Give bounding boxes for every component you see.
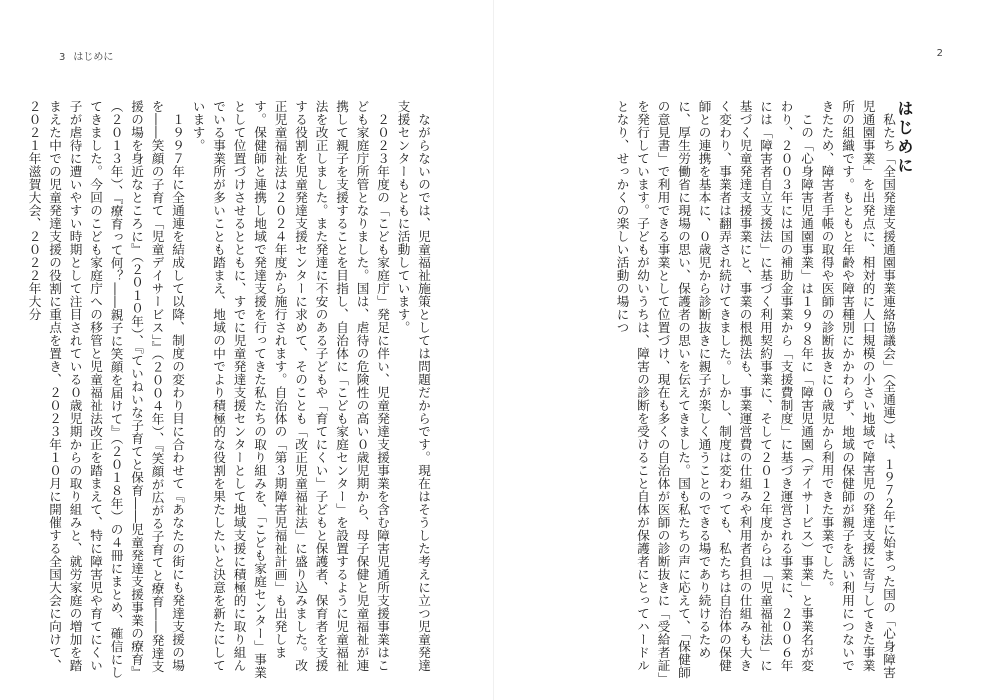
left-page-body bbox=[26, 100, 433, 680]
right-page-body bbox=[532, 100, 898, 680]
left-running-head: はじめに bbox=[73, 52, 114, 63]
left-paragraph-2: ２０２３年度の「こども家庭庁」発足に伴い、児童発達支援事業を含む障害児通所支援事業はこども家庭庁所管となりました。国は、虐待の危険性の高い０歳児期から、母子保健と児童福祉が連携して親子を支援することを目指し、自治体に「こども家庭センター」を設置するように児童福祉法を改正しました。また発達に不安のある子どもや「育てにくい」子どもと保護者、保育者を支援する役割を児童発達支援センターに求めて、そのことも「改正児童福祉法」に盛り込みました。改正児童福祉法は２０２４年度から施行されます。自治体の「第３期障害児福祉計画」も出発します。保健師と連携し地域で発達支援を行ってきた私たちの取り組みを、「こども家庭センター」事業として位置づけさせるとともに、すでに児童発達支援センターとして地域支援に積極的に取り組んでいる事業所が多いことも踏まえ、地域の中でより積極的な役割を果たしたいと決意を新たにしています。 bbox=[190, 100, 390, 679]
left-page-number: 3 bbox=[59, 52, 66, 63]
page-gutter bbox=[493, 0, 494, 700]
left-paragraph-3: １９９７年に全通連を結成して以降、制度の変わり目に合わせて『あなたの街にも発達支援の場を――笑顔の子育て「児童デイサービス」』（２００４年）、『笑顔が広がる子育てと療育――発達支援の場を身近なところに』（２０１０年）、『ていねいな子育てと保育――児童発達支援事業の療育』（２０１３年）、『療育って何？――親子に笑顔を届けて』（２０１８年）の４冊にまとめ、確信にしてきました。今回のこども家庭庁への移管と児童福祉法改正を踏まえて、特に障害児や育てにくい子が虐待に遭いやすい時期として注目されている０歳児期からの取り組みと、就労家庭の増加を踏まえた中での児童発達支援の役割に重点を置き、２０２３年１０月に開催する全国大会に向けて、２０２１年滋賀大会、２０２２年大分 bbox=[26, 100, 185, 680]
left-paragraph-1: ながらないのでは、児童福祉施策としては問題だからです。現在はそうした考えに立つ児童発達支援センターもともに活動しています。 bbox=[395, 100, 431, 672]
right-paragraph-2: この「心身障害児通園事業」は１９９８年に「障害児通園（デイサービス）事業」と事業名が変わり、２００３年には国の補助金事業から「支援費制度」に基づき運営される事業に、２００６年には「障害者自立支援法」に基づく利用契約事業に、そして２０１２年度からは「児童福祉法」に基づく児童発達支援事業にと、事業の根拠法も、事業運営費の仕組みや利用者負担の仕組みも大きく変わり、事業者は翻弄され続けてきました。しかし、制度は変わっても、私たちは自治体の保健師との連携を基本に、０歳児から診断抜きに親子が楽しく通うことのできる場であり続けるために、厚生労働省に現場の思い、保護者の思いを伝えてきました。国も私たちの声に応えて、「保健師の意見書」で利用できる事業として位置づけ、現在も多くの自治体が医師の診断抜きに「受給者証」を発行しています。子どもが幼いうちは、障害の診断を受けること自体が保護者にとってハードルとなり、せっかくの楽しい活動の場につ bbox=[614, 100, 814, 679]
left-page-header bbox=[59, 48, 113, 63]
right-page-number: 2 bbox=[936, 48, 943, 59]
right-paragraph-1: 私たち「全国発達支援通園事業連絡協議会」（全通連）は、１９７２年に始まった国の「心身障害児通園事業」を出発点に、相対的に人口規模の小さい地域で障害児の発達支援に寄与してきた事業所の組織です。もともと年齢や障害種別にかかわらず、地域の保健師が親子を誘い利用につないできたため、障害者手帳の取得や医師の診断抜きに０歳児から利用できた事業でした。 bbox=[819, 100, 896, 679]
chapter-title: はじめに bbox=[895, 100, 914, 176]
